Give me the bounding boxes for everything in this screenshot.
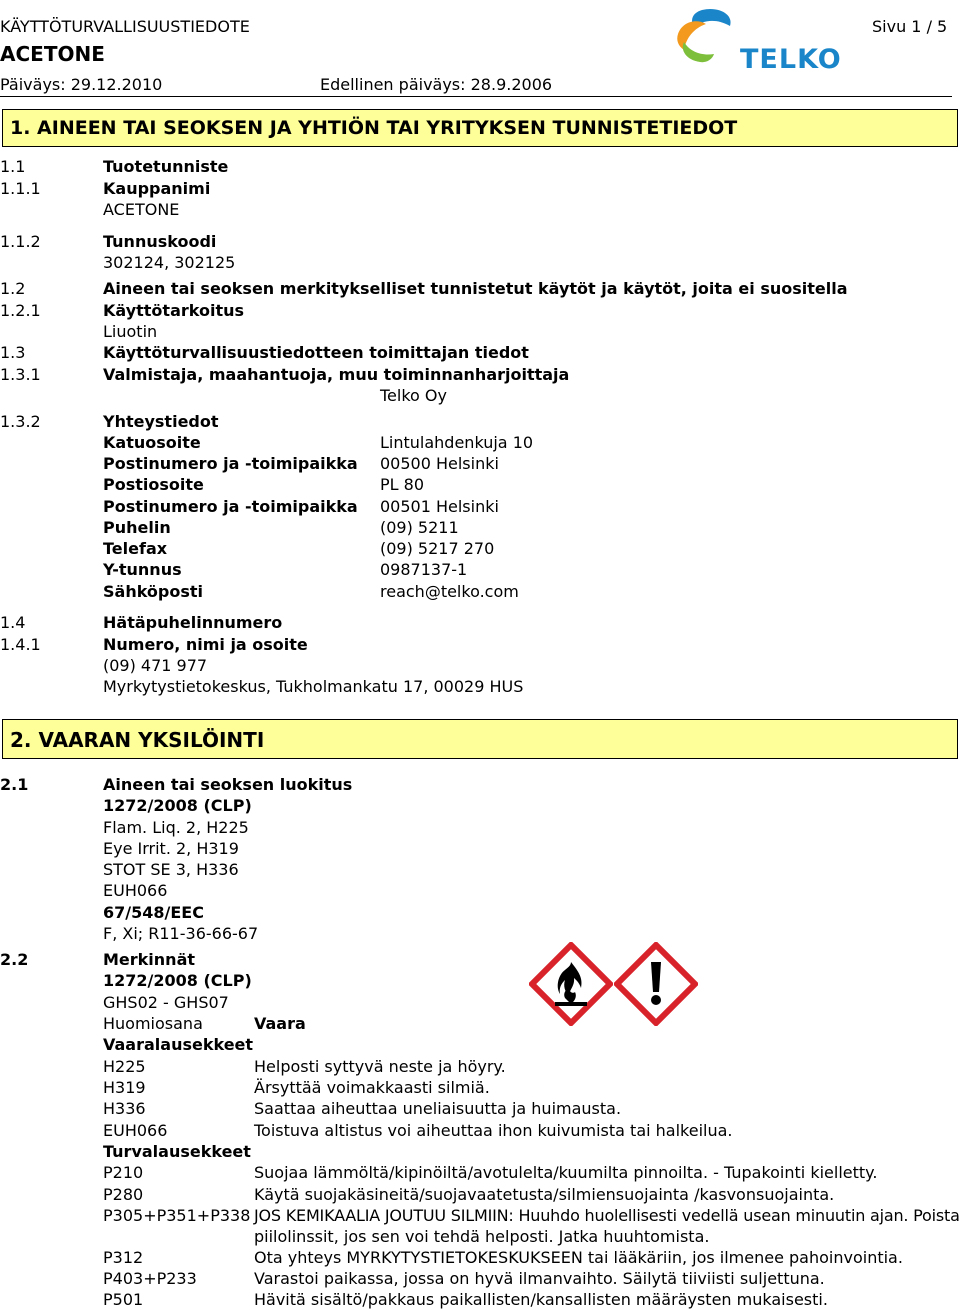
hazard-text: Saattaa aiheuttaa uneliaisuutta ja huimausta. [254,1099,622,1118]
precaution-code: P312 [103,1248,144,1267]
item-number: 1.3.1 [0,365,41,384]
classification-line: Eye Irrit. 2, H319 [103,839,239,858]
use-value: Liuotin [103,322,158,341]
precaution-code: P403+P233 [103,1269,197,1288]
item-number: 2.2 [0,950,29,969]
contact-value: (09) 5217 270 [380,539,495,558]
ghs-codes: GHS02 - GHS07 [103,993,229,1012]
contact-label: Sähköposti [103,582,204,601]
precaution-code: P501 [103,1290,144,1309]
precaution-text: piilolinssit, jos sen voi tehdä helposti. Jatka huuhtomista. [254,1227,710,1246]
regulation-label: 1272/2008 (CLP) [103,796,252,815]
item-number: 1.1.1 [0,179,41,198]
classification-line: EUH066 [103,881,168,900]
item-number: 1.1.2 [0,232,41,251]
classification-line: STOT SE 3, H336 [103,860,239,879]
classification-line: F, Xi; R11-36-66-67 [103,924,259,943]
hazard-code: H336 [103,1099,146,1118]
item-heading: Hätäpuhelinnumero [103,613,283,632]
classification-line: Flam. Liq. 2, H225 [103,818,249,837]
regulation-label: 67/548/EEC [103,903,204,922]
precaution-text: Ota yhteys MYRKYTYSTIETOKESKUKSEEN tai lääkäriin, jos ilmenee pahoinvointia. [254,1248,903,1267]
item-heading: Kauppanimi [103,179,211,198]
item-heading: Tunnuskoodi [103,232,217,251]
contact-label: Telefax [103,539,168,558]
page-number: Sivu 1 / 5 [872,17,948,36]
contact-label: Katuosoite [103,433,201,452]
contact-value: PL 80 [380,475,425,494]
item-number: 1.3.2 [0,412,41,431]
item-number: 1.3 [0,343,26,362]
contact-value: 00501 Helsinki [380,497,499,516]
precaution-code: P280 [103,1185,144,1204]
precaution-code: P305+P351+P338 [103,1206,251,1225]
telko-logo [672,4,842,74]
issue-date: Päiväys: 29.12.2010 [0,75,163,94]
contact-label: Postiosoite [103,475,204,494]
trade-name-value: ACETONE [103,200,180,219]
contact-label: Postinumero ja -toimipaikka [103,497,358,516]
hazard-code: H319 [103,1078,146,1097]
hazard-code: H225 [103,1057,146,1076]
item-heading: Aineen tai seoksen luokitus [103,775,353,794]
flame-pictogram-icon [529,942,613,1030]
item-heading: Merkinnät [103,950,196,969]
hazard-code: EUH066 [103,1121,168,1140]
contact-value: 0987137-1 [380,560,468,579]
item-heading: Käyttöturvallisuustiedotteen toimittajan tiedot [103,343,529,362]
item-heading: Yhteystiedot [103,412,219,431]
item-heading: Numero, nimi ja osoite [103,635,308,654]
contact-label: Puhelin [103,518,171,537]
hazard-text: Toistuva altistus voi aiheuttaa ihon kuivumista tai halkeilua. [254,1121,733,1140]
emergency-address: Myrkytystietokeskus, Tukholmankatu 17, 00029 HUS [103,677,524,696]
precaution-statements-heading: Turvalausekkeet [103,1142,251,1161]
signal-word-label: Huomiosana [103,1014,203,1033]
contact-value: 00500 Helsinki [380,454,499,473]
item-number: 1.4 [0,613,26,632]
precaution-text: JOS KEMIKAALIA JOUTUU SILMIIN: Huuhdo huolellisesti vedellä usean minuutin ajan. Poista [254,1206,960,1225]
item-heading: Tuotetunniste [103,157,229,176]
precaution-text: Suojaa lämmöltä/kipinöiltä/avotulelta/kuumilta pinnoilta. - Tupakointi kielletty. [254,1163,878,1182]
precaution-text: Hävitä sisältö/pakkaus paikallisten/kansallisten määräysten mukaisesti. [254,1290,828,1309]
contact-email-link[interactable]: reach@telko.com [380,582,519,601]
product-code-value: 302124, 302125 [103,253,236,272]
emergency-phone: (09) 471 977 [103,656,208,675]
header-divider [0,96,952,97]
regulation-label: 1272/2008 (CLP) [103,971,252,990]
exclamation-pictogram-icon [614,942,698,1030]
item-heading: Käyttötarkoitus [103,301,245,320]
item-number: 1.4.1 [0,635,41,654]
contact-value: Lintulahdenkuja 10 [380,433,534,452]
telko-logo-text: TELKO [740,44,842,75]
item-number: 2.1 [0,775,29,794]
contact-label: Postinumero ja -toimipaikka [103,454,358,473]
precaution-text: Käytä suojakäsineitä/suojavaatetusta/silmiensuojainta /kasvonsuojainta. [254,1185,835,1204]
supplier-name: Telko Oy [380,386,447,405]
hazard-statements-heading: Vaaralausekkeet [103,1035,254,1054]
document-type: KÄYTTÖTURVALLISUUSTIEDOTE [0,17,250,36]
item-heading: Aineen tai seoksen merkitykselliset tunnistetut käytöt ja käytöt, joita ei suositella [103,279,848,298]
precaution-text: Varastoi paikassa, jossa on hyvä ilmanvaihto. Säilytä tiiviisti suljettuna. [254,1269,825,1288]
hazard-text: Helposti syttyvä neste ja höyry. [254,1057,506,1076]
previous-date: Edellinen päiväys: 28.9.2006 [320,75,553,94]
product-name: ACETONE [0,42,105,66]
item-number: 1.2.1 [0,301,41,320]
signal-word-value: Vaara [254,1014,306,1033]
item-heading: Valmistaja, maahantuoja, muu toiminnanharjoittaja [103,365,570,384]
precaution-code: P210 [103,1163,144,1182]
section-1-heading: 1. AINEEN TAI SEOKSEN JA YHTIÖN TAI YRITYKSEN TUNNISTETIEDOT [2,109,958,147]
contact-value: (09) 5211 [380,518,459,537]
item-number: 1.2 [0,279,26,298]
item-number: 1.1 [0,157,26,176]
hazard-text: Ärsyttää voimakkaasti silmiä. [254,1078,490,1097]
section-2-heading: 2. VAARAN YKSILÖINTI [2,719,958,759]
contact-label: Y-tunnus [103,560,182,579]
